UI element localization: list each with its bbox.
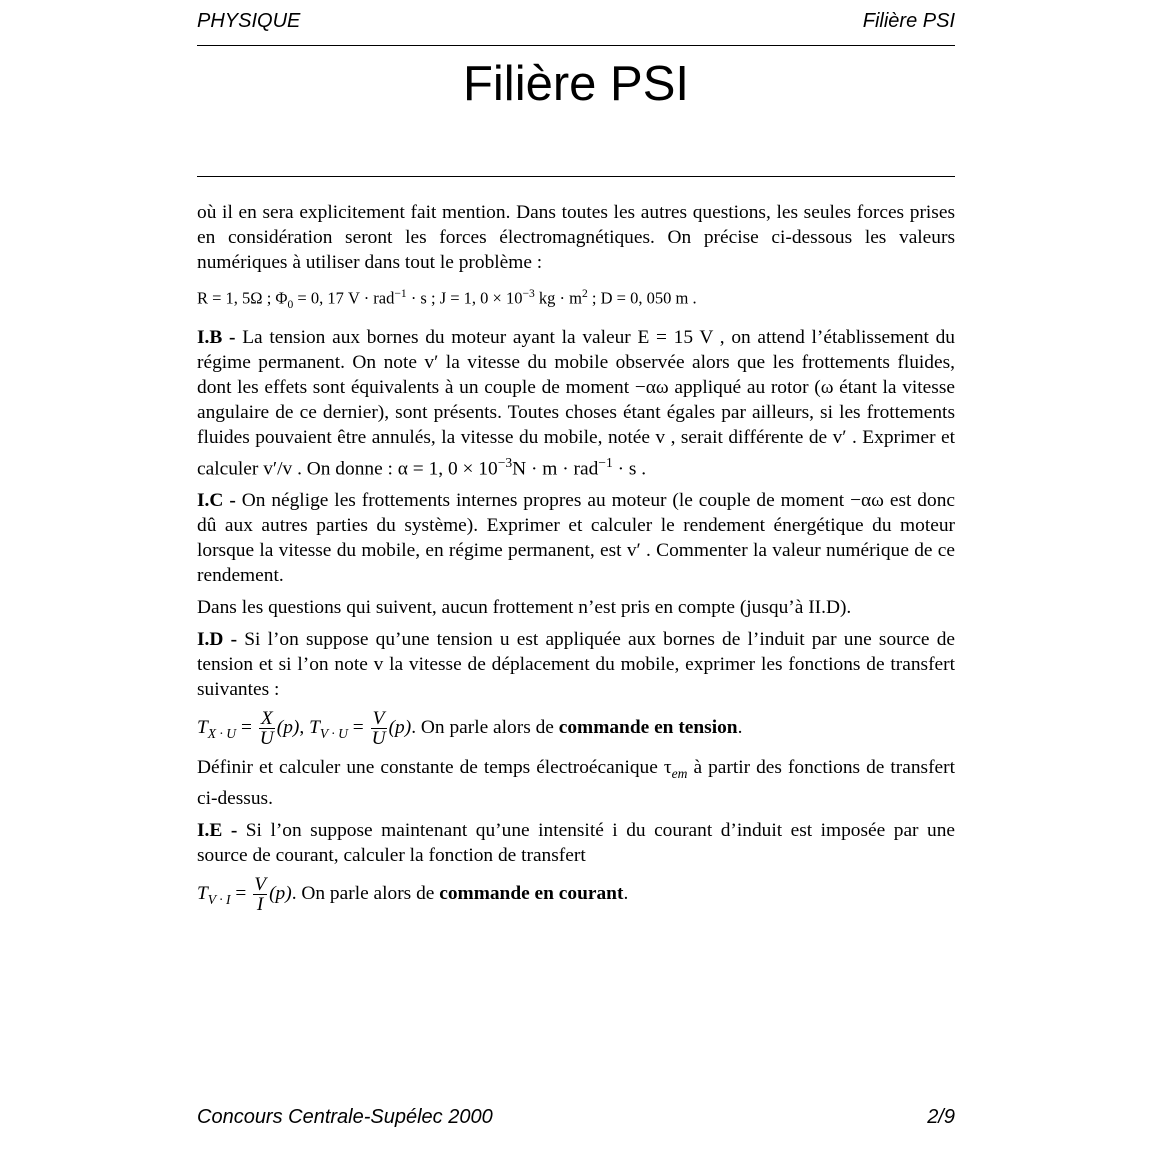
header-track: Filière PSI — [862, 10, 955, 32]
question-text: La tension aux bornes du moteur ayant la valeur E = 15 V , on attend l’établissement du régime permanent. On note v′ la vitesse du mobile observée alors que les frottements fluides, dont les effets sont équivalents à un couple de moment −αω appliqué au rotor (ω étant la vitesse angulaire de ce dernier), sont présents. Toutes choses étant égales par ailleurs, si les frottements fluides pouvaient être annulés, la vitesse du mobile, notée v , serait différente de v′ . Exprimer et calculer v′/v . On donne : α = 1, 0 × 10 — [197, 326, 955, 480]
transfer-subscript: V · I — [207, 891, 231, 907]
exponent: −3 — [497, 454, 513, 470]
fraction-denominator: I — [256, 894, 264, 916]
fraction — [253, 875, 267, 914]
header-divider — [197, 45, 955, 46]
tau-subscript: em — [671, 766, 688, 782]
resistance-value: R = 1, 5Ω — [197, 288, 263, 308]
transfer-functions-equation — [197, 709, 955, 748]
equals-sign: = — [236, 717, 257, 739]
separator: ; — [426, 288, 440, 308]
exponent: −1 — [598, 454, 613, 470]
question-text: Si l’on suppose maintenant qu’une intensité i du courant d’induit est imposée par une source de courant, calculer la fonction de transfert — [197, 820, 955, 867]
period: . — [737, 717, 743, 739]
question-label: I.B - — [197, 326, 236, 348]
paragraph-text: Définir et calculer une constante de temps électroécanique τ — [197, 757, 672, 779]
transfer-subscript: V · U — [319, 726, 348, 742]
question-ib — [197, 325, 955, 481]
inertia-unit-exponent: 2 — [582, 288, 588, 300]
fraction-denominator: U — [371, 728, 386, 750]
transfer-subscript: X · U — [207, 726, 237, 742]
transfer-symbol: T — [197, 717, 208, 739]
question-text: Si l’on suppose qu’une tension u est appliquée aux bornes de l’induit par une source de tension et si l’on note v la vitesse de déplacement du mobile, exprimer les fonctions de transfert suivantes : — [197, 629, 956, 701]
question-label: I.E - — [197, 820, 238, 842]
emphasis-term: commande en tension — [558, 717, 738, 739]
flux-exponent: −1 — [394, 288, 407, 300]
time-constant-paragraph — [197, 755, 955, 811]
transfer-symbol: T — [197, 883, 208, 905]
fraction-numerator: V — [254, 874, 267, 896]
transfer-symbol: T — [309, 717, 320, 739]
fraction — [371, 709, 387, 748]
flux-symbol: Φ — [275, 288, 288, 308]
diameter-value: D = 0, 050 m . — [600, 288, 697, 308]
question-label: I.D - — [197, 629, 238, 651]
equation-text: . On parle alors de — [411, 717, 559, 739]
inertia-unit: kg · m — [534, 288, 583, 308]
fraction-denominator: U — [259, 728, 274, 750]
numeric-values-equation — [197, 282, 955, 318]
fraction-numerator: V — [371, 709, 387, 729]
paragraph-text-end: à partir des fonctions de transfert ci-dessus. — [197, 757, 956, 810]
unit-text: N · m · rad — [512, 458, 599, 480]
question-ic — [197, 488, 955, 588]
title-divider — [197, 176, 955, 177]
page-title: Filière PSI — [462, 57, 689, 111]
footer-exam-name: Concours Centrale-Supélec 2000 — [197, 1106, 493, 1128]
fraction-numerator: X — [259, 709, 275, 729]
separator: ; — [587, 288, 601, 308]
function-argument: (p) — [388, 717, 412, 739]
current-transfer-equation — [197, 875, 955, 914]
inertia-value: J = 1, 0 × 10 — [439, 288, 523, 308]
question-id — [197, 627, 955, 702]
function-argument: (p) — [276, 717, 300, 739]
separator: ; — [262, 288, 276, 308]
intro-paragraph: où il en sera explicitement fait mention. Dans toutes les autres questions, les seules forces prises en considération seront les forces électromagnétiques. On précise ci-dessous les valeurs numériques à utiliser dans tout le problème : — [197, 202, 955, 273]
comma: , — [299, 717, 310, 739]
question-text: On néglige les frottements internes propres au moteur (le couple de moment −αω est donc dû aux autres parties du système). Exprimer et calculer le rendement énergétique du moteur lorsque la vitesse du mobile, en régime permanent, est v′ . Commenter la valeur numérique de ce rendement. — [197, 490, 955, 587]
function-argument: (p) — [269, 883, 292, 905]
flux-subscript: 0 — [287, 298, 294, 311]
equation-text: . On parle alors de — [291, 883, 440, 905]
equals-sign: = — [230, 883, 252, 905]
no-friction-note: Dans les questions qui suivent, aucun frottement n’est pris en compte (jusqu’à II.D). — [197, 597, 852, 619]
fraction — [259, 709, 275, 748]
header-subject: PHYSIQUE — [197, 10, 301, 32]
emphasis-term: commande en courant — [439, 883, 624, 905]
document-body — [197, 200, 955, 921]
question-label: I.C - — [197, 490, 236, 512]
period: . — [623, 883, 629, 905]
unit-end: · s . — [612, 458, 647, 480]
equals-sign: = — [347, 717, 369, 739]
page-number: 2/9 — [927, 1106, 955, 1128]
inertia-exponent: −3 — [522, 288, 535, 300]
question-ie — [197, 818, 955, 868]
flux-unit-end: · s — [406, 288, 427, 308]
flux-value: = 0, 17 V · rad — [293, 288, 395, 308]
